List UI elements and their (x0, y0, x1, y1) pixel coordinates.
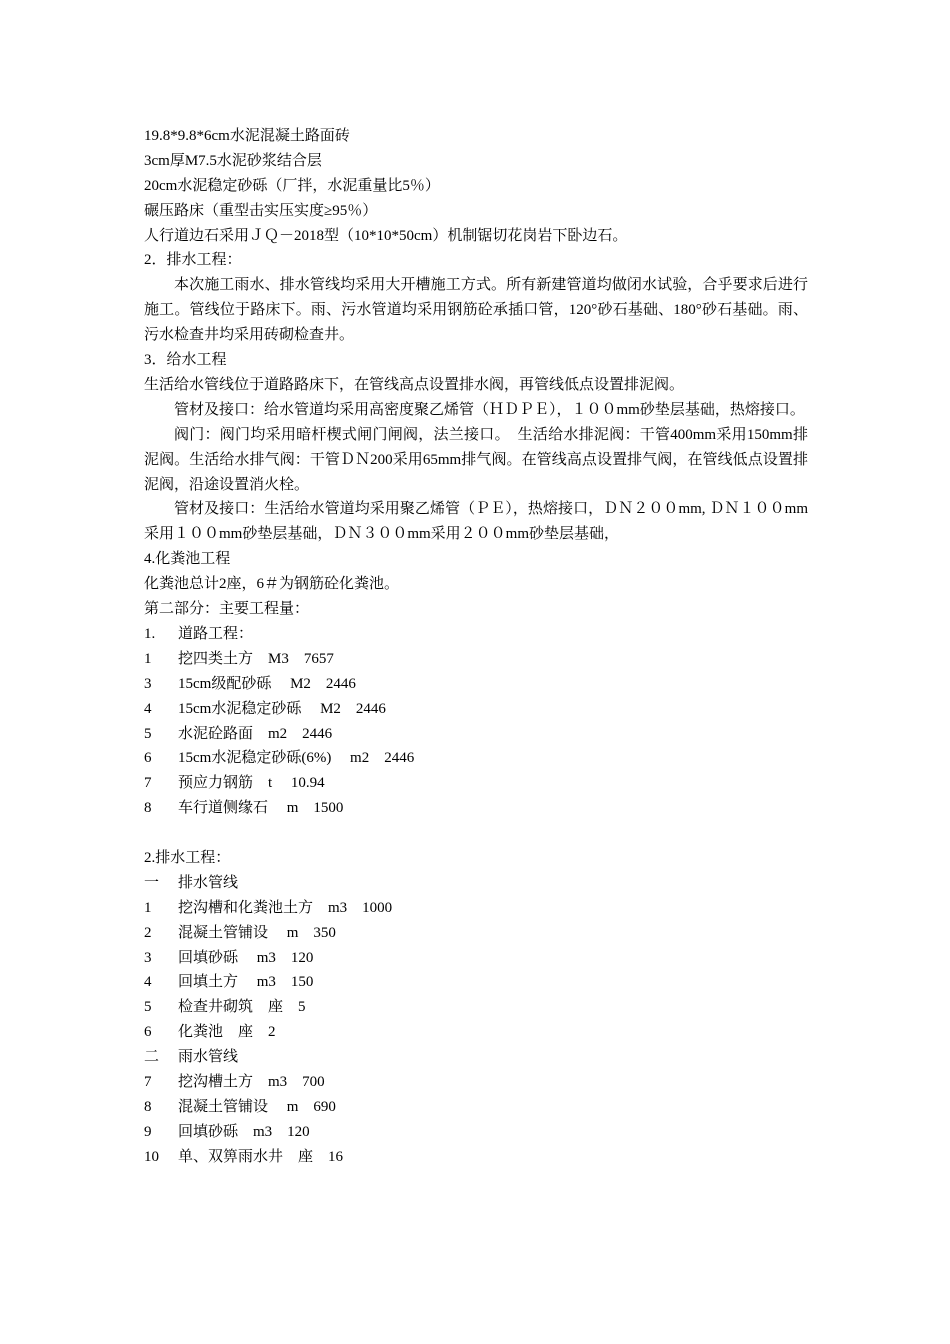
item-number: 1. (144, 625, 156, 642)
item-number: 4 (144, 974, 152, 991)
item-text: 回填砂砾 m3 120 (178, 1123, 310, 1140)
item-number: 二 (144, 1049, 160, 1066)
subsection-heading (144, 1045, 808, 1070)
road-heading (144, 622, 808, 647)
section-heading-drainage: 2．排水工程： (144, 252, 242, 269)
document-body (144, 124, 808, 1170)
water-paragraph-valve: 阀门：阀门均采用暗杆楔式闸门闸阀，法兰接口。 生活给水排泥阀：干管400mm采用150mm排泥阀。生活给水排气阀：干管ＤＮ200采用65mm排气阀。在管线高点设置排气阀，在管线低点设置排泥阀，沿途设置消火栓。 (144, 426, 808, 493)
item-number: 9 (144, 1123, 152, 1140)
quantity-row (144, 970, 808, 995)
item-text: 雨水管线 (178, 1049, 239, 1066)
quantity-row (144, 647, 808, 672)
water-paragraph-pipe: 管材及接口：给水管道均采用高密度聚乙烯管（ＨＤＰＥ），１００mm砂垫层基础，热熔接口。 (174, 401, 805, 418)
subsection-heading (144, 871, 808, 896)
quantity-row (144, 1020, 808, 1045)
quantity-row (144, 746, 808, 771)
spec-line: 20cm水泥稳定砂砾（厂拌，水泥重量比5％） (144, 177, 440, 194)
quantity-row (144, 995, 808, 1020)
item-number: 1 (144, 899, 152, 916)
quantity-row (144, 946, 808, 971)
water-line: 生活给水管线位于道路路床下，在管线高点设置排水阀，再管线低点设置排泥阀。 (144, 376, 685, 393)
item-number: 8 (144, 800, 152, 817)
item-number: 1 (144, 650, 152, 667)
item-text: 化粪池 座 2 (178, 1024, 276, 1041)
quantity-row (144, 1145, 808, 1170)
spec-line: 3cm厚M7.5水泥砂浆结合层 (144, 152, 322, 169)
item-number: 10 (144, 1148, 159, 1165)
spec-line: 19.8*9.8*6cm水泥混凝土路面砖 (144, 128, 350, 144)
item-text: 15cm级配砂砾 M2 2446 (178, 675, 356, 692)
item-number: 8 (144, 1098, 152, 1115)
section-heading-septic: 4.化粪池工程 (144, 551, 231, 568)
item-text: 车行道侧缘石 m 1500 (178, 800, 344, 817)
item-text: 混凝土管铺设 m 350 (178, 924, 336, 941)
item-text: 挖四类土方 M3 7657 (178, 650, 334, 667)
item-text: 15cm水泥稳定砂砾(6%) m2 2446 (178, 750, 415, 767)
item-number: 3 (144, 949, 152, 966)
item-number: 6 (144, 750, 152, 767)
quantity-row (144, 796, 808, 821)
item-text: 回填土方 m3 150 (178, 974, 314, 991)
quantity-row (144, 1120, 808, 1145)
quantity-row (144, 921, 808, 946)
quantity-row (144, 1095, 808, 1120)
septic-line: 化粪池总计2座，6＃为钢筋砼化粪池。 (144, 576, 400, 593)
item-text: 道路工程： (178, 625, 254, 642)
water-paragraph-pe: 管材及接口：生活给水管道均采用聚乙烯管（ＰＥ），热熔接口，ＤＮ２００mm, ＤＮ１００mm采用１００mm砂垫层基础，ＤＮ３００mm采用２００mm砂垫层基础， (144, 501, 808, 543)
item-number: 7 (144, 775, 152, 792)
part2-heading: 第二部分：主要工程量： (144, 601, 310, 618)
item-number: 6 (144, 1024, 152, 1041)
item-text: 单、双箅雨水井 座 16 (178, 1148, 344, 1165)
quantity-row (144, 672, 808, 697)
item-number: 2 (144, 924, 152, 941)
item-text: 检查井砌筑 座 5 (178, 999, 306, 1016)
item-text: 混凝土管铺设 m 690 (178, 1098, 336, 1115)
spec-line: 碾压路床（重型击实压实度≥95％） (144, 202, 378, 219)
quantity-row (144, 896, 808, 921)
quantity-row (144, 697, 808, 722)
item-text: 挖沟槽和化粪池土方 m3 1000 (178, 899, 393, 916)
item-text: 水泥砼路面 m2 2446 (178, 725, 333, 742)
item-number: 3 (144, 675, 152, 692)
drainage-paragraph: 本次施工雨水、排水管线均采用大开槽施工方式。所有新建管道均做闭水试验，合乎要求后进行施工。管线位于路床下。雨、污水管道均采用钢筋砼承插口管，120°砂石基础、180°砂石基础。雨、污水检查井均采用砖砌检查井。 (144, 277, 808, 344)
item-number: 5 (144, 999, 152, 1016)
blank-line (144, 821, 808, 846)
item-text: 挖沟槽土方 m3 700 (178, 1073, 325, 1090)
section-heading-water: 3．给水工程 (144, 352, 227, 369)
item-text: 排水管线 (178, 874, 239, 891)
item-number: 4 (144, 700, 152, 717)
quantity-row (144, 771, 808, 796)
item-text: 回填砂砾 m3 120 (178, 949, 314, 966)
item-number: 7 (144, 1073, 152, 1090)
item-number: 一 (144, 874, 160, 891)
item-text: 预应力钢筋 t 10.94 (178, 775, 325, 792)
item-number: 5 (144, 725, 152, 742)
spec-line: 人行道边石采用ＪＱ－2018型（10*10*50cm）机制锯切花岗岩下卧边石。 (144, 227, 628, 244)
quantity-row (144, 1070, 808, 1095)
drain-qty-heading: 2.排水工程： (144, 849, 231, 866)
item-text: 15cm水泥稳定砂砾 M2 2446 (178, 700, 386, 717)
quantity-row (144, 722, 808, 747)
